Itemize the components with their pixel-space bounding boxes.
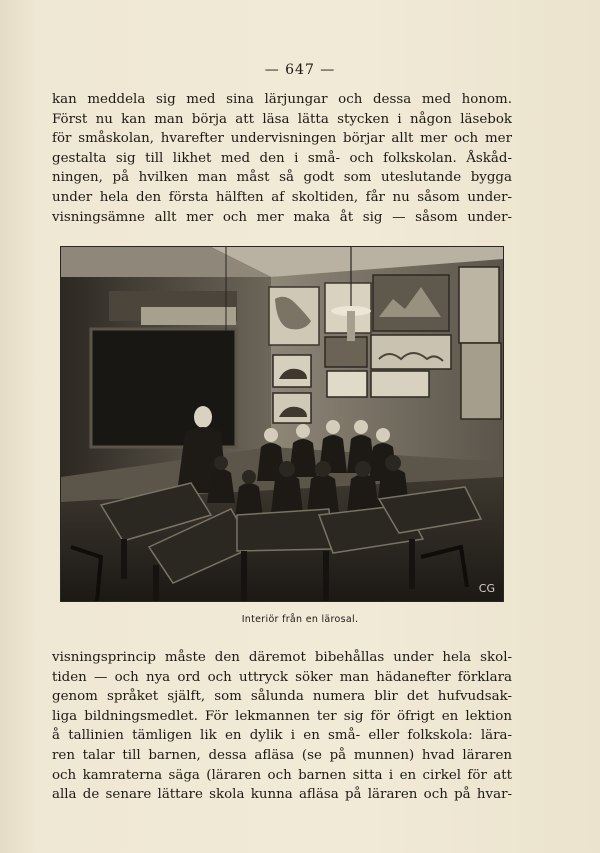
text-line: Först nu kan man börja att läsa lätta stycken i någon läsebok bbox=[52, 111, 512, 127]
text-line: ren talar till barnen, dessa afläsa (se på munnen) hvad läraren bbox=[52, 747, 512, 763]
text-line: under hela den första hälften af skoltiden, får nu såsom under- bbox=[52, 189, 512, 205]
text-line: för småskolan, hvarefter undervisningen börjar allt mer och mer bbox=[52, 131, 512, 147]
text-line: gestalta sig till likhet med den i små- och folkskolan. Åskåd- bbox=[52, 150, 512, 166]
page-number: — 647 — bbox=[264, 62, 336, 78]
text-line: å tallinien tämligen lik en dylik i en små- eller folkskola: lära- bbox=[52, 728, 512, 744]
classroom-illustration bbox=[61, 247, 503, 601]
text-line: liga bildningsmedlet. För lekmannen ter sig för öfrigt en lektion bbox=[52, 708, 512, 724]
text-line: visningsämne allt mer och mer maka åt sig — såsom under- bbox=[52, 209, 512, 225]
text-line: kan meddela sig med sina lärjungar och dessa med honom. bbox=[52, 92, 512, 107]
text-line: alla de senare lättare skola kunna afläsa på läraren och på hvar- bbox=[52, 787, 512, 803]
text-line: visningsprincip måste den däremot bibehållas under hela skol- bbox=[52, 650, 512, 665]
photographer-monogram: CG bbox=[478, 582, 495, 595]
paragraph-bottom bbox=[52, 648, 512, 805]
text-line: och kamraterna säga (läraren och barnen sitta i en cirkel för att bbox=[52, 767, 512, 783]
figure-caption: Interiör från en lärosal. bbox=[241, 614, 359, 625]
classroom-photograph bbox=[60, 246, 504, 602]
text-line: genom språket själft, som sålunda numera blir det hufvudsak- bbox=[52, 689, 512, 705]
text-line: ningen, på hvilken man måst så godt som uteslutande bygga bbox=[52, 170, 512, 186]
paragraph-top bbox=[52, 90, 512, 227]
text-line: tiden — och nya ord och uttryck söker man hädanefter förklara bbox=[52, 669, 512, 685]
